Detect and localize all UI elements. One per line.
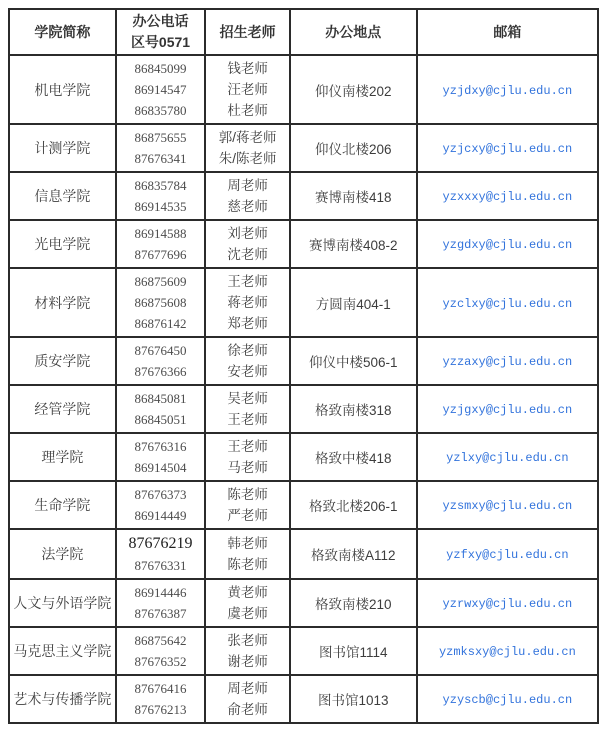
email-link[interactable]: yzlxy@cjlu.edu.cn <box>446 451 569 465</box>
email-cell <box>417 124 598 172</box>
email-cell <box>417 220 598 268</box>
table-row <box>9 675 598 723</box>
teacher-name: 安老师 <box>227 364 268 379</box>
office-location: 方圆南404-1 <box>290 268 417 337</box>
phone-cell <box>116 124 206 172</box>
office-location: 格致中楼418 <box>290 433 417 481</box>
phone-number: 86875609 <box>134 274 187 289</box>
email-link[interactable]: yzmksxy@cjlu.edu.cn <box>438 645 576 659</box>
teacher-name: 王老师 <box>227 412 268 427</box>
header-row <box>9 9 598 55</box>
teacher-name: 张老师 <box>227 633 268 648</box>
phone-number: 86914535 <box>134 199 187 214</box>
teacher-cell <box>205 55 290 124</box>
phone-number: 86914588 <box>134 226 187 241</box>
college-name: 人文与外语学院 <box>9 579 116 627</box>
college-name: 艺术与传播学院 <box>9 675 116 723</box>
table-row <box>9 627 598 675</box>
phone-number: 86835784 <box>134 178 187 193</box>
college-name: 经管学院 <box>9 385 116 433</box>
header-phone-line1: 办公电话 <box>132 13 189 29</box>
email-cell <box>417 385 598 433</box>
college-name: 生命学院 <box>9 481 116 529</box>
phone-number: 86845081 <box>134 391 187 406</box>
email-cell <box>417 268 598 337</box>
phone-cell <box>116 481 206 529</box>
teacher-name: 蒋老师 <box>227 295 268 310</box>
college-name: 信息学院 <box>9 172 116 220</box>
table-row <box>9 529 598 579</box>
teacher-name: 郭/蒋老师 <box>218 130 277 145</box>
phone-number: 86876142 <box>134 316 187 331</box>
phone-number: 87676416 <box>134 681 187 696</box>
teacher-cell <box>205 529 290 579</box>
email-cell <box>417 172 598 220</box>
phone-number: 87676316 <box>134 439 187 454</box>
email-link[interactable]: yzgdxy@cjlu.edu.cn <box>442 238 573 252</box>
teacher-name: 钱老师 <box>227 61 268 76</box>
email-link[interactable]: yzyscb@cjlu.edu.cn <box>442 693 573 707</box>
email-cell <box>417 675 598 723</box>
phone-cell <box>116 172 206 220</box>
teacher-name: 严老师 <box>227 508 268 523</box>
teacher-name: 谢老师 <box>227 654 268 669</box>
phone-number: 86875655 <box>134 130 187 145</box>
teacher-cell <box>205 337 290 385</box>
table-row <box>9 385 598 433</box>
teacher-cell <box>205 579 290 627</box>
phone-number: 86835780 <box>134 103 187 118</box>
teacher-name: 韩老师 <box>227 536 268 551</box>
phone-number: 86875642 <box>134 633 187 648</box>
phone-number: 86914547 <box>134 82 187 97</box>
phone-cell <box>116 220 206 268</box>
teacher-cell <box>205 627 290 675</box>
email-cell <box>417 579 598 627</box>
table-row <box>9 481 598 529</box>
teacher-name: 周老师 <box>227 178 268 193</box>
teacher-name: 朱/陈老师 <box>218 151 277 166</box>
college-name: 法学院 <box>9 529 116 579</box>
phone-number: 87677696 <box>134 247 187 262</box>
college-name: 光电学院 <box>9 220 116 268</box>
email-link[interactable]: yzxxxy@cjlu.edu.cn <box>442 190 573 204</box>
phone-cell <box>116 55 206 124</box>
phone-cell <box>116 675 206 723</box>
email-link[interactable]: yzjdxy@cjlu.edu.cn <box>442 83 573 98</box>
office-location: 赛博南楼408-2 <box>290 220 417 268</box>
phone-number: 86914504 <box>134 460 187 475</box>
email-link[interactable]: yzrwxy@cjlu.edu.cn <box>442 597 573 611</box>
table-row <box>9 337 598 385</box>
teacher-name: 沈老师 <box>227 247 268 262</box>
office-location: 仰仪北楼206 <box>290 124 417 172</box>
email-link[interactable]: yzfxy@cjlu.edu.cn <box>446 548 569 562</box>
table-body <box>9 55 598 723</box>
college-name: 机电学院 <box>9 55 116 124</box>
phone-number: 87676341 <box>134 151 187 166</box>
table-row <box>9 124 598 172</box>
office-location: 格致南楼318 <box>290 385 417 433</box>
teacher-cell <box>205 124 290 172</box>
teacher-name: 陈老师 <box>227 487 268 502</box>
teacher-name: 刘老师 <box>227 226 268 241</box>
header-college: 学院简称 <box>9 9 116 55</box>
phone-number: 86914449 <box>134 508 187 523</box>
email-cell <box>417 529 598 579</box>
email-link[interactable]: yzsmxy@cjlu.edu.cn <box>442 499 573 513</box>
teacher-name: 俞老师 <box>227 702 268 717</box>
college-name: 理学院 <box>9 433 116 481</box>
header-phone <box>116 9 206 55</box>
email-cell <box>417 55 598 124</box>
teacher-name: 徐老师 <box>227 343 268 358</box>
email-link[interactable]: yzclxy@cjlu.edu.cn <box>442 296 573 311</box>
phone-cell <box>116 579 206 627</box>
phone-number: 87676366 <box>134 364 187 379</box>
phone-cell <box>116 627 206 675</box>
teacher-cell <box>205 675 290 723</box>
table-row <box>9 268 598 337</box>
office-location: 格致北楼206-1 <box>290 481 417 529</box>
teacher-cell <box>205 385 290 433</box>
phone-cell <box>116 529 206 579</box>
email-link[interactable]: yzjcxy@cjlu.edu.cn <box>442 142 573 156</box>
office-location: 图书馆1013 <box>290 675 417 723</box>
office-location: 仰仪中楼506-1 <box>290 337 417 385</box>
email-cell <box>417 627 598 675</box>
phone-number: 86875608 <box>134 295 187 310</box>
teacher-cell <box>205 220 290 268</box>
college-name: 材料学院 <box>9 268 116 337</box>
table-row <box>9 55 598 124</box>
table-row <box>9 172 598 220</box>
office-location: 仰仪南楼202 <box>290 55 417 124</box>
teacher-name: 吴老师 <box>227 391 268 406</box>
college-name: 计测学院 <box>9 124 116 172</box>
phone-number: 87676373 <box>134 487 187 502</box>
teacher-name: 黄老师 <box>227 585 268 600</box>
office-location: 格致南楼A112 <box>290 529 417 579</box>
phone-cell <box>116 337 206 385</box>
teacher-name: 马老师 <box>227 460 268 475</box>
phone-number: 87676331 <box>134 558 187 573</box>
college-name: 马克思主义学院 <box>9 627 116 675</box>
teacher-name: 王老师 <box>227 274 268 289</box>
office-location: 格致南楼210 <box>290 579 417 627</box>
phone-number: 87676352 <box>134 654 187 669</box>
phone-number: 86845099 <box>134 61 187 76</box>
phone-number: 87676387 <box>134 606 187 621</box>
header-location: 办公地点 <box>290 9 417 55</box>
office-location: 图书馆1114 <box>290 627 417 675</box>
phone-number: 86914446 <box>134 585 187 600</box>
phone-number: 87676219 <box>128 535 193 552</box>
teacher-name: 汪老师 <box>227 82 268 97</box>
email-link[interactable]: yzjgxy@cjlu.edu.cn <box>442 403 573 417</box>
table-header <box>9 9 598 55</box>
phone-number: 86845051 <box>134 412 187 427</box>
phone-number: 87676450 <box>134 343 187 358</box>
teacher-cell <box>205 172 290 220</box>
header-email: 邮箱 <box>417 9 598 55</box>
teacher-name: 周老师 <box>227 681 268 696</box>
teacher-cell <box>205 433 290 481</box>
teacher-name: 虞老师 <box>227 606 268 621</box>
teacher-name: 王老师 <box>227 439 268 454</box>
header-phone-line2: 区号0571 <box>130 34 191 50</box>
teacher-name: 郑老师 <box>227 316 268 331</box>
phone-cell <box>116 268 206 337</box>
teacher-cell <box>205 268 290 337</box>
email-cell <box>417 337 598 385</box>
table-row <box>9 433 598 481</box>
email-cell <box>417 433 598 481</box>
phone-cell <box>116 385 206 433</box>
table-row <box>9 220 598 268</box>
teacher-cell <box>205 481 290 529</box>
phone-number: 87676213 <box>134 702 187 717</box>
teacher-name: 慈老师 <box>227 199 268 214</box>
email-cell <box>417 481 598 529</box>
teacher-name: 杜老师 <box>227 103 268 118</box>
college-name: 质安学院 <box>9 337 116 385</box>
email-link[interactable]: yzzaxy@cjlu.edu.cn <box>442 355 573 369</box>
phone-cell <box>116 433 206 481</box>
college-contact-table <box>8 8 599 724</box>
office-location: 赛博南楼418 <box>290 172 417 220</box>
header-teachers: 招生老师 <box>205 9 290 55</box>
table-row <box>9 579 598 627</box>
teacher-name: 陈老师 <box>227 557 268 572</box>
